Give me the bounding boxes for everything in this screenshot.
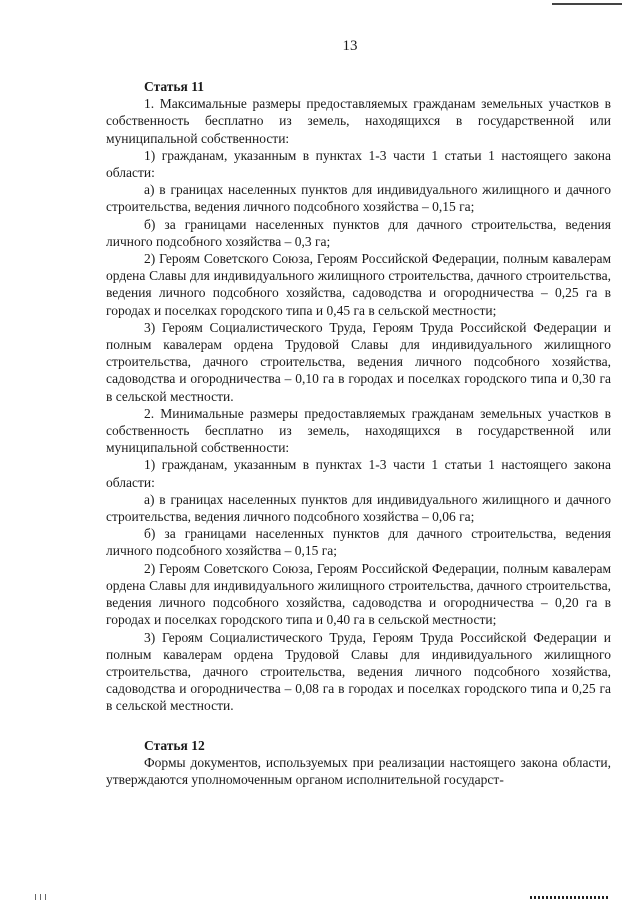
paragraph: 2) Героям Советского Союза, Героям Российской Федерации, полным кавалерам ордена Славы для индивидуального жилищного строительства, дачного строительства, ведения личного подсобного хозяйства, садоводства и огородничества – 0,20 га в городах и поселках городского типа и 0,40 га в сельской местности; (106, 560, 611, 628)
paragraph: 2) Героям Советского Союза, Героям Российской Федерации, полным кавалерам ордена Славы для индивидуального жилищного строительства, дачного строительства, ведения личного подсобного хозяйства, садоводства и огородничества – 0,25 га в городах и поселках городского типа и 0,45 га в сельской местности; (106, 251, 611, 318)
paragraph: 2. Минимальные размеры предоставляемых гражданам земельных участков в собственность бесплатно из земель, находящихся в государственной или муниципальной собственности: (106, 405, 611, 456)
section-spacer (106, 715, 611, 737)
page-number: 13 (342, 38, 358, 54)
paragraph: а) в границах населенных пунктов для индивидуального жилищного и дачного строительства, ведения личного подсобного хозяйства – 0,15 га; (106, 182, 611, 215)
paragraph: 3) Героям Социалистического Труда, Героям Труда Российской Федерации и полным кавалерам ордена Трудовой Славы для индивидуального жилищного строительства, дачного строительства, ведения личного подсобного хозяйства, садоводства и огородничества – 0,08 га в городах и поселках городского типа и 0,25 га в сельской местности. (106, 629, 611, 714)
paragraph: 1) гражданам, указанным в пунктах 1-3 части 1 статьи 1 настоящего закона области: (106, 457, 611, 490)
scan-artifact-bottom-right (530, 896, 610, 899)
paragraph: б) за границами населенных пунктов для дачного строительства, ведения личного подсобного хозяйства – 0,15 га; (106, 526, 611, 559)
paragraph: Формы документов, используемых при реализации настоящего закона области, утверждаются уполномоченным органом исполнительной государст- (106, 754, 611, 787)
paragraph: а) в границах населенных пунктов для индивидуального жилищного и дачного строительства, ведения личного подсобного хозяйства – 0,06 га; (106, 491, 611, 525)
article-heading: Статья 12 (144, 737, 205, 753)
article-heading: Статья 11 (144, 79, 204, 94)
paragraph: 1) гражданам, указанным в пунктах 1-3 части 1 статьи 1 настоящего закона области: (106, 147, 611, 181)
paragraph: 1. Максимальные размеры предоставляемых гражданам земельных участков в собственность бесплатно из земель, находящихся в государственной или муниципальной собственности: (106, 96, 611, 146)
scan-artifact-top (552, 3, 622, 5)
paragraph: 3) Героям Социалистического Труда, Героям Труда Российской Федерации и полным кавалерам ордена Трудовой Славы для индивидуального жилищного строительства, дачного строительства, ведения личного подсобного хозяйства, садоводства и огородничества – 0,10 га в городах и поселках городского типа и 0,30 га в сельской местности. (106, 319, 611, 404)
paragraph: б) за границами населенных пунктов для дачного строительства, ведения личного подсобного хозяйства – 0,3 га; (106, 216, 611, 249)
scan-artifact-bottom-left (35, 894, 47, 900)
document-body (106, 78, 611, 788)
